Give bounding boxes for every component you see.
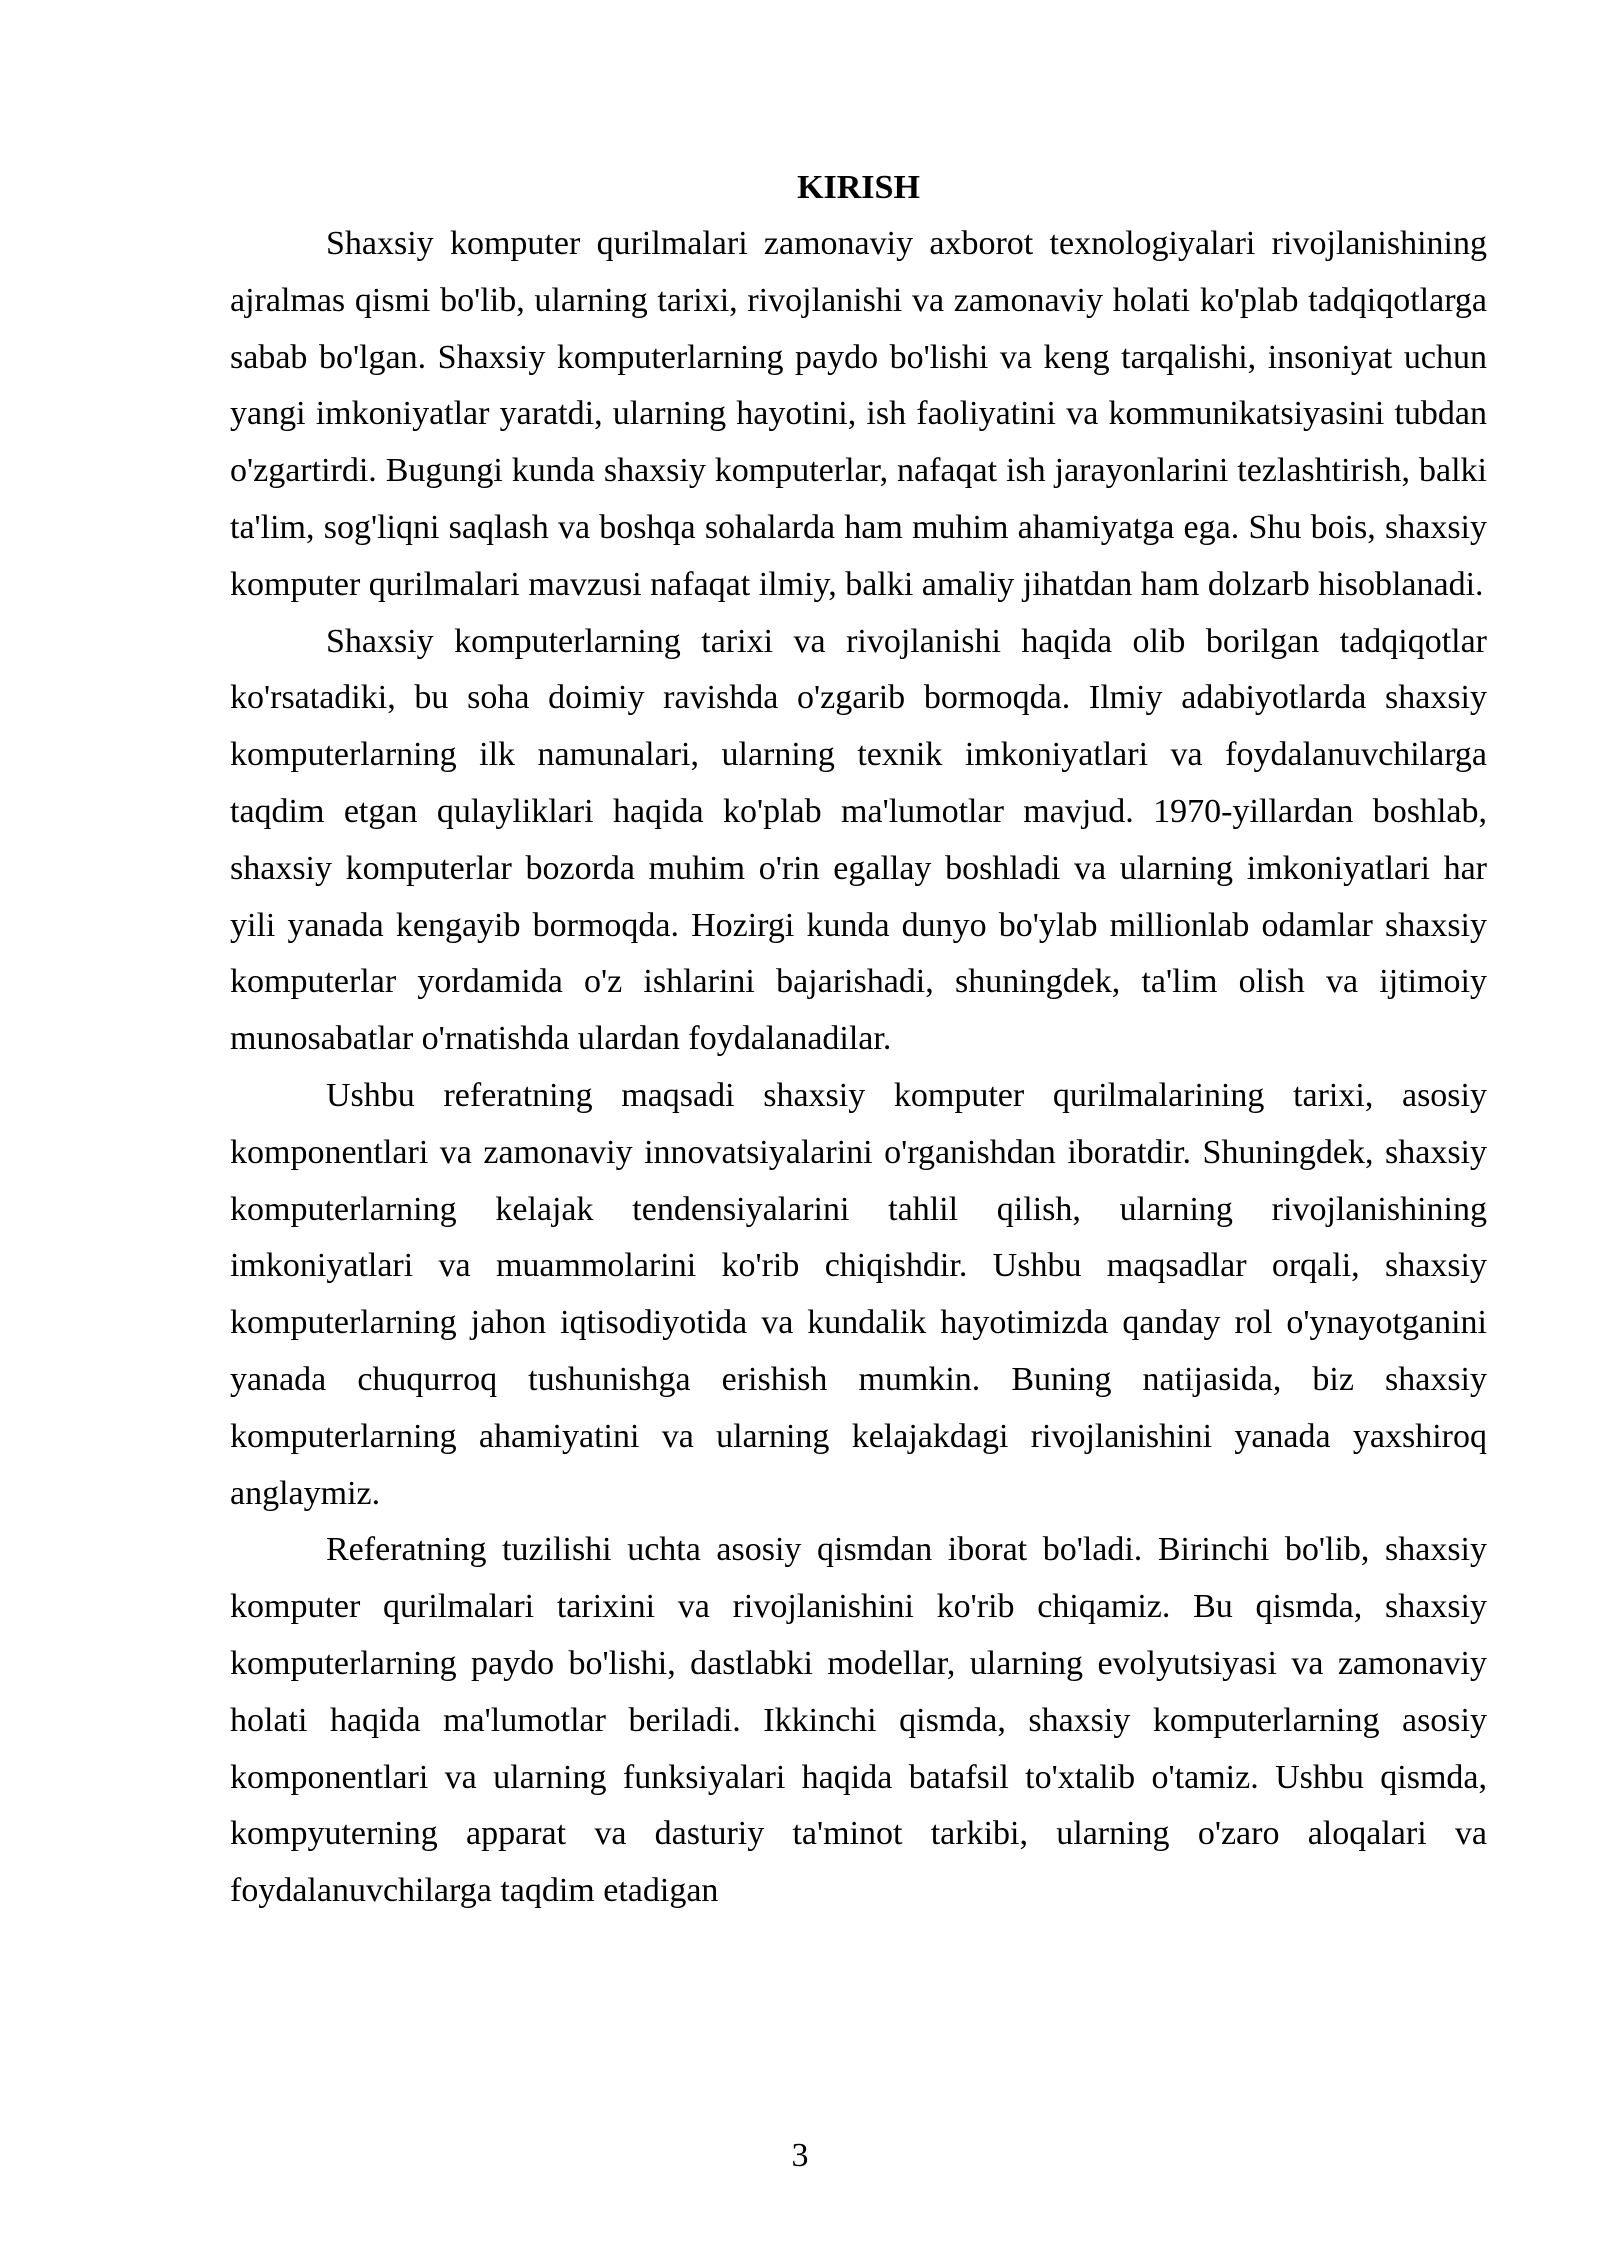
page-number: 3	[791, 2137, 809, 2174]
paragraph-1: Shaxsiy komputer qurilmalari zamonaviy axborot texnologiyalari rivojlanishining ajralmas qismi bo'lib, ularning tarixi, rivojlanishi va zamonaviy holati ko'plab tadqiqotlarga sabab bo'lgan. Shaxsiy komputerlarning paydo bo'lishi va keng tarqalishi, insoniyat uchun yangi imkoniyatlar yaratdi, ularning hayotini, ish faoliyatini va kommunikatsiyasini tubdan o'zgartirdi. Bugungi kunda shaxsiy komputerlar, nafaqat ish jarayonlarini tezlashtirish, balki ta'lim, sog'liqni saqlash va boshqa sohalarda ham muhim ahamiyatga ega. Shu bois, shaxsiy komputer qurilmalari mavzusi nafaqat ilmiy, balki amaliy jihatdan ham dolzarb hisoblanadi.	[230, 225, 1487, 603]
page-title: KIRISH	[797, 169, 920, 206]
paragraph-4: Referatning tuzilishi uchta asosiy qismdan iborat bo'ladi. Birinchi bo'lib, shaxsiy komputer qurilmalari tarixini va rivojlanishini ko'rib chiqamiz. Bu qismda, shaxsiy komputerlarning paydo bo'lishi, dastlabki modellar, ularning evolyutsiyasi va zamonaviy holati haqida ma'lumotlar beriladi. Ikkinchi qismda, shaxsiy komputerlarning asosiy komponentlari va ularning funksiyalari haqida batafsil to'xtalib o'tamiz. Ushbu qismda, kompyuterning apparat va dasturiy ta'minot tarkibi, ularning o'zaro aloqalari va foydalanuvchilarga taqdim etadigan	[230, 1531, 1487, 1910]
page-content	[230, 140, 1487, 1920]
paragraph-2: Shaxsiy komputerlarning tarixi va rivojlanishi haqida olib borilgan tadqiqotlar ko'rsatadiki, bu soha doimiy ravishda o'zgarib bormoqda. Ilmiy adabiyotlarda shaxsiy komputerlarning ilk namunalari, ularning texnik imkoniyatlari va foydalanuvchilarga taqdim etgan qulayliklari haqida ko'plab ma'lumotlar mavjud. 1970-yillardan boshlab, shaxsiy komputerlar bozorda muhim o'rin egallay boshladi va ularning imkoniyatlari har yili yanada kengayib bormoqda. Hozirgi kunda dunyo bo'ylab millionlab odamlar shaxsiy komputerlar yordamida o'z ishlarini bajarishadi, shuningdek, ta'lim olish va ijtimoiy munosabatlar o'rnatishda ulardan foydalanadilar.	[230, 622, 1487, 1058]
paragraph-3: Ushbu referatning maqsadi shaxsiy komputer qurilmalarining tarixi, asosiy komponentlari va zamonaviy innovatsiyalarini o'rganishdan iboratdir. Shuningdek, shaxsiy komputerlarning kelajak tendensiyalarini tahlil qilish, ularning rivojlanishining imkoniyatlari va muammolarini ko'rib chiqishdir. Ushbu maqsadlar orqali, shaxsiy komputerlarning jahon iqtisodiyotida va kundalik hayotimizda qanday rol o'ynayotganini yanada chuqurroq tushunishga erishish mumkin. Buning natijasida, biz shaxsiy komputerlarning ahamiyatini va ularning kelajakdagi rivojlanishini yanada yaxshiroq anglaymiz.	[230, 1076, 1487, 1512]
